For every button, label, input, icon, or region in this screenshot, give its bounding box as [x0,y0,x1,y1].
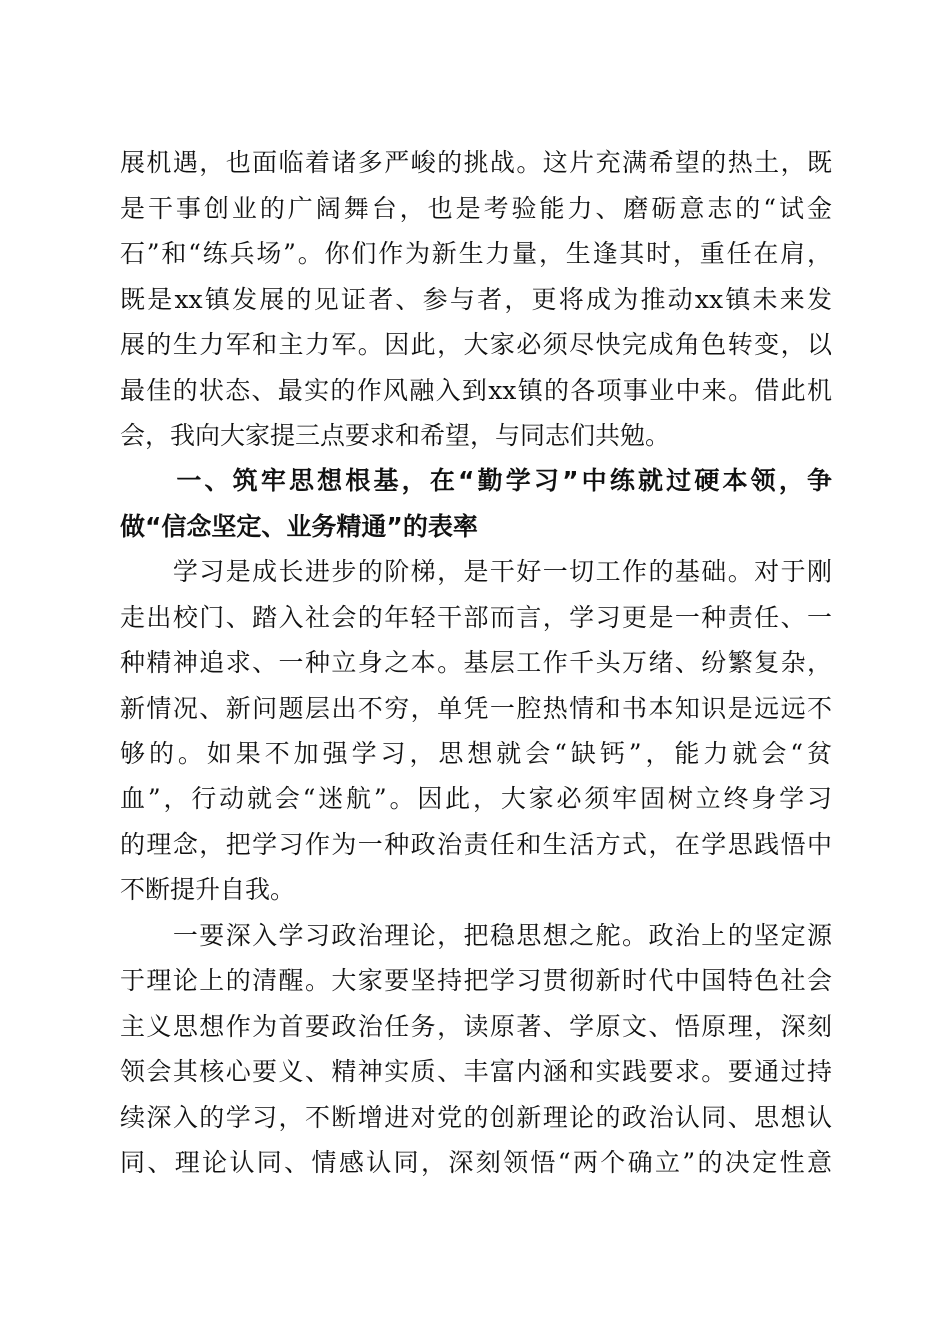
section-heading: 一、筑牢思想根基，在“勤学习”中练就过硬本领，争 [120,466,832,495]
text-line: 的理念，把学习作为一种政治责任和生活方式，在学思践悟中 [120,830,832,859]
text-line: 够的。如果不加强学习，思想就会“缺钙”，能力就会“贫 [120,739,832,768]
text-line: 种精神追求、一种立身之本。基层工作千头万绪、纷繁复杂， [120,648,832,677]
text-line: 不断提升自我。 [120,875,296,904]
text-line: 是干事创业的广阔舞台，也是考验能力、磨砺意志的“试金 [120,194,832,223]
text-line: 血”，行动就会“迷航”。因此，大家必须牢固树立终身学习 [120,784,832,813]
text-line: 既是xx镇发展的见证者、参与者，更将成为推动xx镇未来发 [120,285,832,314]
text-line: 展机遇，也面临着诸多严峻的挑战。这片充满希望的热土，既 [120,148,832,177]
text-line: 领会其核心要义、精神实质、丰富内涵和实践要求。要通过持 [120,1057,832,1086]
text-line: 会，我向大家提三点要求和希望，与同志们共勉。 [120,421,671,450]
text-line: 于理论上的清醒。大家要坚持把学习贯彻新时代中国特色社会 [120,966,832,995]
text-line: 学习是成长进步的阶梯，是干好一切工作的基础。对于刚 [120,557,832,586]
text-line: 走出校门、踏入社会的年轻干部而言，学习更是一种责任、一 [120,603,832,632]
text-line: 续深入的学习，不断增进对党的创新理论的政治认同、思想认 [120,1103,832,1132]
text-line: 同、理论认同、情感认同，深刻领悟“两个确立”的决定性意 [120,1148,832,1177]
text-line: 一要深入学习政治理论，把稳思想之舵。政治上的坚定源 [120,921,832,950]
section-heading: 做“信念坚定、业务精通”的表率 [120,512,478,541]
text-line: 石”和“练兵场”。你们作为新生力量，生逢其时，重任在肩， [120,239,832,268]
text-line: 展的生力军和主力军。因此，大家必须尽快完成角色转变，以 [120,330,832,359]
text-line: 主义思想作为首要政治任务，读原著、学原文、悟原理，深刻 [120,1012,832,1041]
text-line: 最佳的状态、最实的作风融入到xx镇的各项事业中来。借此机 [120,376,832,405]
text-line: 新情况、新问题层出不穷，单凭一腔热情和书本知识是远远不 [120,694,832,723]
